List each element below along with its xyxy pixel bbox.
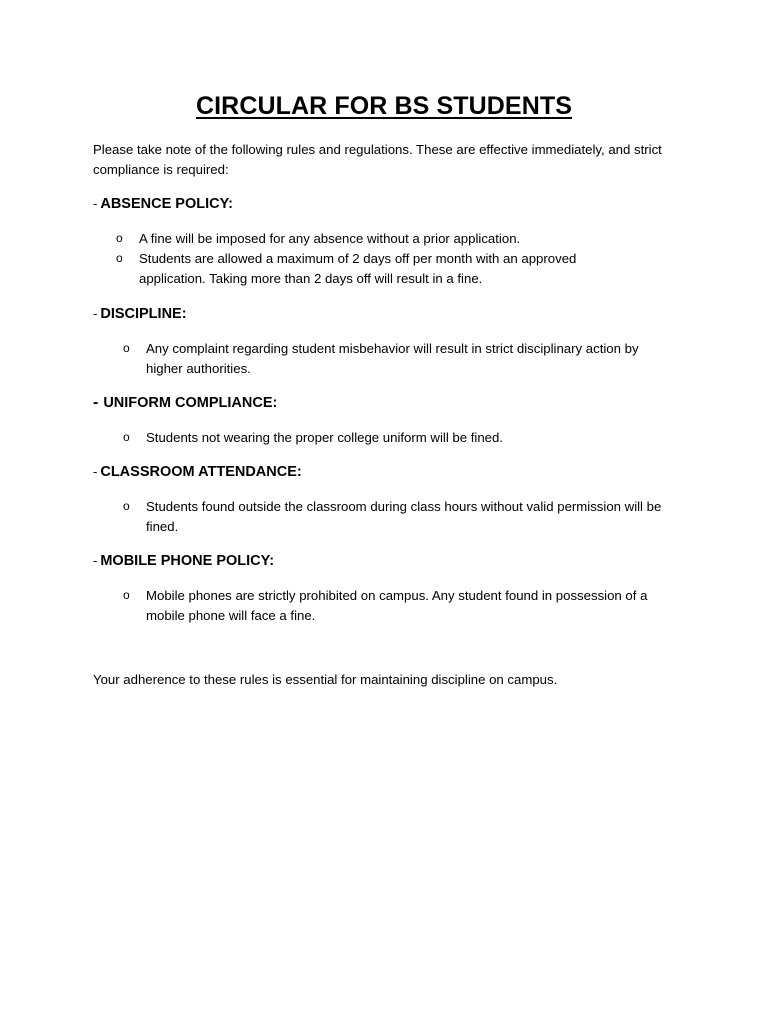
bullet-marker: o [123,499,130,513]
bullet-marker: o [116,251,123,265]
list-item [123,428,683,448]
section-heading-uniform-compliance [93,393,277,413]
heading-dash: - [93,196,98,211]
document-title [0,90,768,122]
section-heading-mobile-phone-policy [93,551,274,571]
section-heading-discipline [93,304,187,324]
list-item [116,229,676,249]
section-heading-classroom-attendance [93,462,302,482]
section-heading-text: DISCIPLINE: [100,306,187,322]
section-heading-text: CLASSROOM ATTENDANCE: [100,464,302,480]
section-heading-text: MOBILE PHONE POLICY: [100,553,275,569]
document-title-text: CIRCULAR FOR BS STUDENTS [195,92,572,120]
closing-paragraph: Your adherence to these rules is essential for maintaining discipline on campus. [93,672,558,687]
list-item-text: A fine will be imposed for any absence without a prior application. [139,231,521,246]
heading-dash: - [93,464,98,479]
list-item-text: Students are allowed a maximum of 2 days off per month with an approved application. Taking more than 2 days off will result in a fine. [139,251,577,286]
list-item [123,586,663,626]
heading-dash: - [93,306,98,321]
section-heading-absence-policy [93,194,233,214]
intro-paragraph: Please take note of the following rules and regulations. These are effective immediately, and strict compliance is required: [93,142,662,177]
bullet-marker: o [116,231,123,245]
list-item [123,339,668,379]
section-heading-text: UNIFORM COMPLIANCE: [103,395,278,411]
list-item-text: Students found outside the classroom during class hours without valid permission will be fined. [146,499,662,534]
bullet-marker: o [123,430,130,444]
list-item [116,249,616,289]
list-item-text: Mobile phones are strictly prohibited on campus. Any student found in possession of a mobile phone will face a fine. [146,588,648,623]
bullet-marker: o [123,588,130,602]
bullet-marker: o [123,341,130,355]
section-heading-text: ABSENCE POLICY: [100,196,234,212]
list-item-text: Any complaint regarding student misbehavior will result in strict disciplinary action by higher authorities. [146,341,639,376]
heading-dash: - [93,553,98,568]
heading-dash: - [93,394,99,411]
list-item [123,497,668,537]
list-item-text: Students not wearing the proper college uniform will be fined. [146,430,504,445]
